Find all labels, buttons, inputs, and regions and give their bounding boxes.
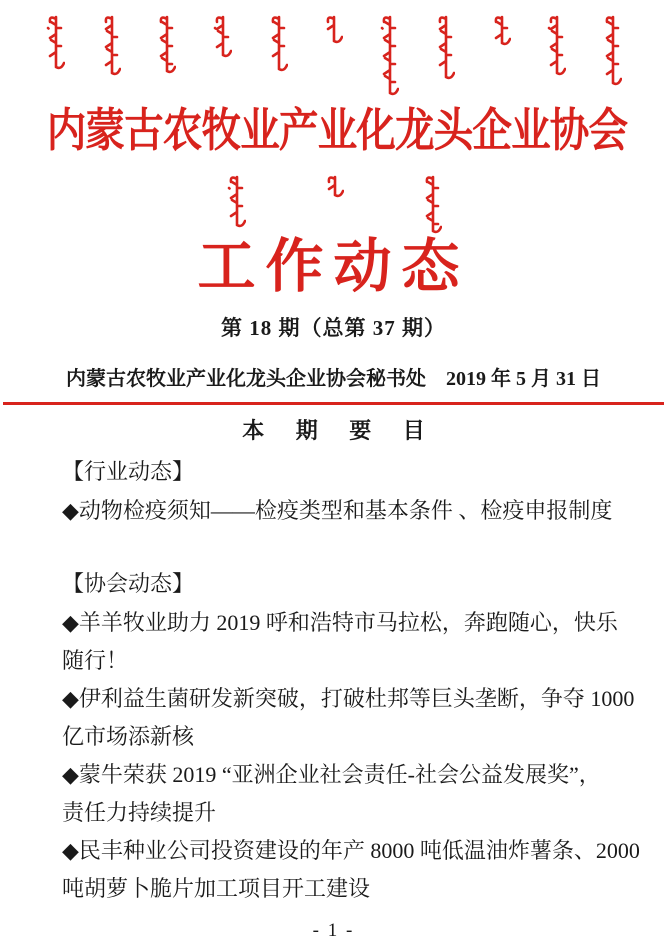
mongolian-script-cluster-icon bbox=[435, 14, 455, 82]
page-number: - 1 - bbox=[312, 920, 355, 941]
mongolian-script-banner-top bbox=[0, 14, 667, 100]
toc-list bbox=[0, 450, 667, 906]
toc-title: 本 期 要 目 bbox=[242, 418, 438, 443]
toc-item-line: 责任力持续提升 bbox=[62, 799, 217, 825]
mongolian-script-cluster-icon bbox=[101, 14, 121, 78]
mongolian-script-cluster-icon bbox=[546, 14, 566, 78]
byline-row bbox=[0, 362, 667, 391]
mongolian-script-cluster-icon bbox=[156, 14, 176, 76]
mongolian-script-cluster-icon bbox=[212, 14, 232, 60]
mongolian-script-cluster-icon bbox=[45, 14, 65, 72]
toc-section-heading: 【行业动态】 bbox=[62, 458, 195, 484]
red-divider-rule bbox=[3, 402, 664, 405]
toc-item-line: ◆伊利益生菌研发新突破，打破杜邦等巨头垄断，争夺 1000 bbox=[62, 685, 635, 711]
mongolian-script-cluster-icon bbox=[602, 14, 622, 88]
mongolian-script-cluster-icon bbox=[268, 14, 288, 74]
mongolian-script-cluster-icon bbox=[324, 174, 344, 200]
issue-date: 2019 年 5 月 31 日 bbox=[446, 368, 601, 390]
mongolian-script-cluster-icon bbox=[491, 14, 511, 48]
toc-spacer bbox=[62, 528, 610, 562]
association-name-title: 内蒙古农牧业产业化龙头企业协会 bbox=[46, 105, 628, 156]
bulletin-title: 工作动态 bbox=[197, 234, 470, 299]
mongolian-script-cluster-icon bbox=[323, 14, 343, 46]
mongolian-script-cluster-icon bbox=[379, 14, 399, 98]
toc-item-line: 亿市场添新核 bbox=[62, 723, 195, 749]
issue-number-line: 第 18 期（总第 37 期） bbox=[221, 316, 446, 340]
toc-item-line: 吨胡萝卜脆片加工项目开工建设 bbox=[62, 875, 371, 901]
mongolian-script-banner-sub bbox=[0, 174, 667, 236]
publisher-name: 内蒙古农牧业产业化龙头企业协会秘书处 bbox=[66, 368, 426, 390]
toc-item-line: ◆动物检疫须知——检疫类型和基本条件 、检疫申报制度 bbox=[62, 497, 613, 523]
toc-item-line: 随行！ bbox=[62, 647, 129, 673]
toc-item-line: ◆民丰种业公司投资建设的年产 8000 吨低温油炸薯条、2000 bbox=[62, 837, 640, 863]
mongolian-script-cluster-icon bbox=[422, 174, 442, 236]
toc-item-line: ◆蒙牛荣获 2019 “亚洲企业社会责任-社会公益发展奖”， bbox=[62, 761, 601, 787]
toc-section-heading: 【协会动态】 bbox=[62, 570, 195, 596]
mongolian-script-cluster-icon bbox=[226, 174, 246, 230]
toc-item-line: ◆羊羊牧业助力 2019 呼和浩特市马拉松，奔跑随心，快乐 bbox=[62, 609, 618, 635]
